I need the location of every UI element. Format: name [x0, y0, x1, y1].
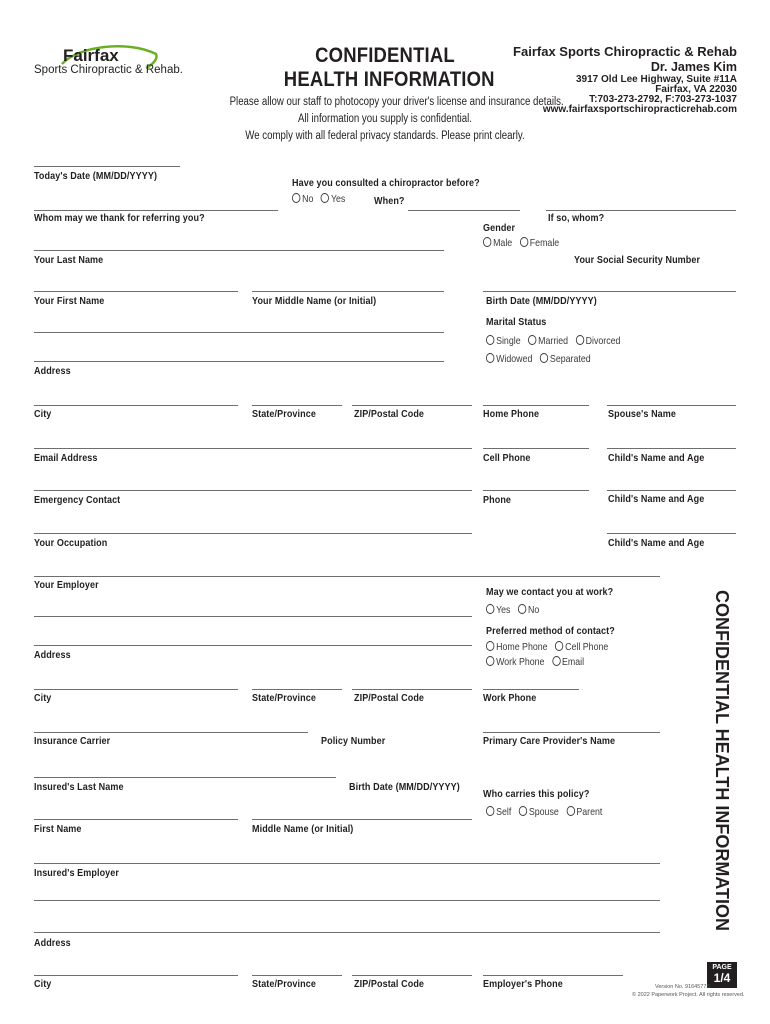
contact-at-work-label: May we contact you at work? — [486, 586, 614, 598]
insured-employer-line-2[interactable] — [34, 900, 660, 901]
radio-icon[interactable] — [520, 237, 528, 247]
marital-status-label: Marital Status — [486, 316, 547, 328]
birth-date-label: Birth Date (MM/DD/YYYY) — [486, 295, 597, 307]
zip-line[interactable] — [352, 405, 472, 406]
policy-number-label: Policy Number — [321, 735, 386, 747]
preferred-email-option[interactable]: Email — [552, 656, 584, 668]
when-label: When? — [374, 195, 405, 207]
form-title-line1: CONFIDENTIAL — [315, 44, 455, 67]
last-name-line[interactable] — [34, 250, 444, 251]
employer-zip-line[interactable] — [352, 689, 472, 690]
marital-widowed-option[interactable]: Widowed — [486, 353, 532, 365]
marital-separated-option[interactable]: Separated — [540, 353, 591, 365]
contact-work-no-option[interactable]: No — [518, 604, 539, 616]
radio-icon[interactable] — [486, 806, 494, 816]
phone-line[interactable] — [483, 490, 589, 491]
radio-icon[interactable] — [540, 353, 548, 363]
email-label: Email Address — [34, 452, 98, 464]
city-line[interactable] — [34, 405, 238, 406]
insured-middle-line[interactable] — [252, 819, 472, 820]
primary-care-line[interactable] — [483, 732, 660, 733]
radio-icon[interactable] — [486, 656, 494, 666]
name-line[interactable] — [34, 332, 444, 333]
ssn-label: Your Social Security Number — [574, 254, 701, 266]
carrier-parent-option[interactable]: Parent — [566, 806, 602, 818]
first-name-label: Your First Name — [34, 295, 105, 307]
contact-work-yes-option[interactable]: Yes — [486, 604, 510, 616]
consulted-no-option[interactable]: No — [292, 193, 313, 205]
insurance-carrier-label: Insurance Carrier — [34, 735, 111, 747]
child2-line[interactable] — [607, 490, 736, 491]
insured-employer-line[interactable] — [34, 863, 660, 864]
radio-icon[interactable] — [486, 335, 494, 345]
insured-middle-label: Middle Name (or Initial) — [252, 823, 354, 835]
preferred-home-phone-option[interactable]: Home Phone — [486, 641, 548, 653]
marital-single-option[interactable]: Single — [486, 335, 521, 347]
side-banner-text: CONFIDENTIAL HEALTH INFORMATION — [712, 590, 732, 931]
last-name-label: Your Last Name — [34, 254, 104, 266]
form-title-line2: HEALTH INFORMATION — [283, 68, 495, 91]
radio-icon[interactable] — [566, 806, 574, 816]
spouse-name-label: Spouse's Name — [608, 408, 677, 420]
radio-icon[interactable] — [518, 604, 526, 614]
state-line[interactable] — [252, 405, 342, 406]
insured-first-label: First Name — [34, 823, 82, 835]
employer-line[interactable] — [34, 576, 660, 577]
logo-subtitle: Sports Chiropractic & Rehab. — [34, 64, 183, 76]
emergency-contact-label: Emergency Contact — [34, 494, 121, 506]
occupation-label: Your Occupation — [34, 537, 108, 549]
city-label: City — [34, 408, 52, 420]
side-banner — [708, 590, 748, 950]
child3-label: Child's Name and Age — [608, 537, 705, 549]
employer-phone-label: Employer's Phone — [483, 978, 563, 990]
marital-married-option[interactable]: Married — [528, 335, 568, 347]
insurance-carrier-line[interactable] — [34, 732, 308, 733]
page-label: PAGE — [712, 964, 732, 971]
radio-icon[interactable] — [321, 193, 329, 203]
insured-city-label: City — [34, 978, 52, 990]
who-carries-label: Who carries this policy? — [483, 788, 590, 800]
insured-zip-line[interactable] — [352, 975, 472, 976]
employer-city-label: City — [34, 692, 52, 704]
insured-state-label: State/Province — [252, 978, 316, 990]
insured-last-line[interactable] — [34, 777, 336, 778]
carrier-self-option[interactable]: Self — [486, 806, 511, 818]
work-phone-label: Work Phone — [483, 692, 537, 704]
zip-label: ZIP/Postal Code — [354, 408, 425, 420]
employer-address-line[interactable] — [34, 645, 472, 646]
employer-label: Your Employer — [34, 579, 99, 591]
cell-phone-line[interactable] — [483, 448, 589, 449]
if-so-whom-line[interactable] — [546, 210, 736, 211]
employer-line-2[interactable] — [34, 616, 472, 617]
contact-at-work-options — [486, 604, 544, 616]
child3-line[interactable] — [607, 533, 736, 534]
radio-icon[interactable] — [552, 656, 560, 666]
copyright-text: © 2022 Paperwork Project. All rights reserved. — [632, 992, 745, 998]
clinic-name: Fairfax Sports Chiropractic & Rehab — [513, 44, 737, 59]
child1-label: Child's Name and Age — [608, 452, 705, 464]
insured-city-line[interactable] — [34, 975, 238, 976]
address-line[interactable] — [34, 361, 444, 362]
who-carries-options — [486, 806, 607, 818]
spouse-line[interactable] — [607, 405, 736, 406]
occupation-line[interactable] — [34, 533, 472, 534]
preferred-cell-phone-option[interactable]: Cell Phone — [555, 641, 608, 653]
radio-icon[interactable] — [292, 193, 300, 203]
insured-birth-label: Birth Date (MM/DD/YYYY) — [349, 781, 460, 793]
clinic-address2: Fairfax, VA 22030 — [655, 84, 737, 95]
employer-state-line[interactable] — [252, 689, 342, 690]
radio-icon[interactable] — [483, 237, 491, 247]
clinic-doctor: Dr. James Kim — [650, 60, 737, 74]
consulted-options — [292, 193, 350, 205]
insured-zip-label: ZIP/Postal Code — [354, 978, 425, 990]
insured-first-line[interactable] — [34, 819, 238, 820]
insured-address-line[interactable] — [34, 932, 660, 933]
insured-employer-label: Insured's Employer — [34, 867, 119, 879]
todays-date-line[interactable] — [34, 166, 180, 167]
insured-last-label: Insured's Last Name — [34, 781, 124, 793]
radio-icon[interactable] — [519, 806, 527, 816]
email-line[interactable] — [34, 448, 472, 449]
middle-name-line[interactable] — [252, 291, 444, 292]
clinic-logo — [30, 42, 190, 82]
employer-state-label: State/Province — [252, 692, 316, 704]
todays-date-label: Today's Date (MM/DD/YYYY) — [34, 170, 158, 182]
employer-phone-line[interactable] — [483, 975, 623, 976]
consulted-yes-option[interactable]: Yes — [321, 193, 345, 205]
home-phone-line[interactable] — [483, 405, 589, 406]
clinic-phones: T:703-273-2792, F:703-273-1037 — [589, 94, 737, 105]
radio-icon[interactable] — [486, 641, 494, 651]
radio-icon[interactable] — [528, 335, 536, 345]
if-so-whom-label: If so, whom? — [548, 212, 605, 224]
cell-phone-label: Cell Phone — [483, 452, 531, 464]
preferred-options-row2 — [486, 656, 589, 668]
instruction-line1: Please allow our staff to photocopy your driver's license and insurance details. — [229, 96, 564, 108]
employer-zip-label: ZIP/Postal Code — [354, 692, 425, 704]
preferred-contact-label: Preferred method of contact? — [486, 625, 615, 637]
employer-city-line[interactable] — [34, 689, 238, 690]
gender-options — [483, 237, 564, 249]
child2-label: Child's Name and Age — [608, 493, 705, 505]
state-label: State/Province — [252, 408, 316, 420]
home-phone-label: Home Phone — [483, 408, 540, 420]
insured-address-label: Address — [34, 937, 71, 949]
first-name-line[interactable] — [34, 291, 238, 292]
clinic-website: www.fairfaxsportschiropracticrehab.com — [542, 104, 737, 115]
gender-male-option[interactable]: Male — [483, 237, 512, 249]
primary-care-label: Primary Care Provider's Name — [483, 735, 616, 747]
preferred-work-phone-option[interactable]: Work Phone — [486, 656, 544, 668]
logo-brand: Fairfax — [63, 46, 119, 65]
middle-name-label: Your Middle Name (or Initial) — [252, 295, 377, 307]
gender-label: Gender — [483, 222, 516, 234]
marital-divorced-option[interactable]: Divorced — [576, 335, 621, 347]
marital-options-row1 — [486, 335, 626, 347]
when-line[interactable] — [408, 210, 520, 211]
marital-options-row2 — [486, 353, 596, 365]
insured-state-line[interactable] — [252, 975, 342, 976]
referral-line[interactable] — [34, 210, 278, 211]
consulted-question: Have you consulted a chiropractor before? — [292, 177, 480, 189]
preferred-options-row1 — [486, 641, 613, 653]
version-text: Version No. 9164577S — [655, 984, 711, 990]
gender-female-option[interactable]: Female — [520, 237, 559, 249]
ssn-line[interactable] — [483, 291, 736, 292]
page-number: 1/4 — [713, 971, 731, 985]
page-box — [707, 962, 737, 988]
employer-address-label: Address — [34, 649, 71, 661]
work-phone-line[interactable] — [483, 689, 579, 690]
instruction-line2: All information you supply is confidential. — [298, 113, 472, 125]
phone-label: Phone — [483, 494, 512, 506]
carrier-spouse-option[interactable]: Spouse — [519, 806, 559, 818]
instruction-line3: We comply with all federal privacy standards. Please print clearly. — [245, 130, 525, 142]
referral-label: Whom may we thank for referring you? — [34, 212, 205, 224]
child1-line[interactable] — [607, 448, 736, 449]
address-label: Address — [34, 365, 71, 377]
emergency-line[interactable] — [34, 490, 472, 491]
clinic-address1: 3917 Old Lee Highway, Suite #11A — [576, 74, 737, 85]
radio-icon[interactable] — [486, 353, 494, 363]
radio-icon[interactable] — [555, 641, 563, 651]
radio-icon[interactable] — [576, 335, 584, 345]
radio-icon[interactable] — [486, 604, 494, 614]
